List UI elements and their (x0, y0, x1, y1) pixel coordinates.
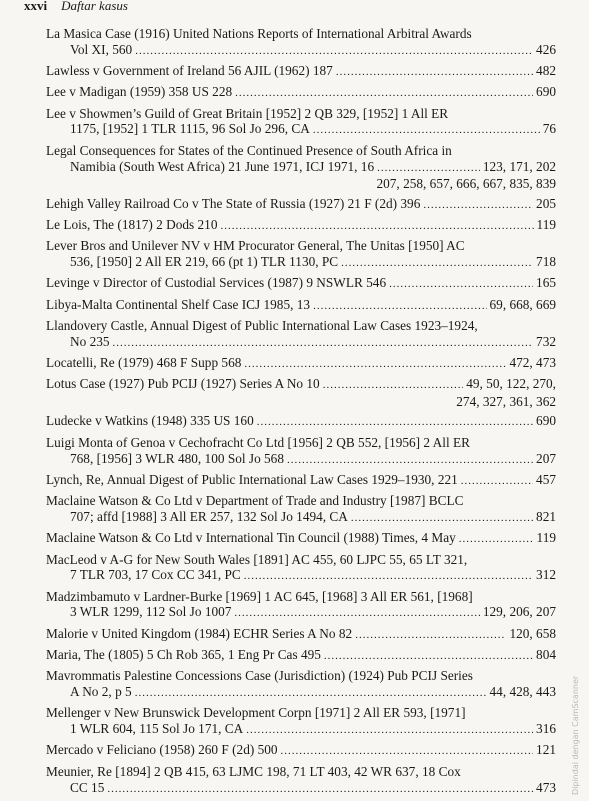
page-reference: 207 (536, 450, 556, 466)
case-citation: Mellenger v New Brunswick Development Corpn [1971] 2 All ER 593, [1971] (46, 705, 466, 721)
list-item (46, 472, 556, 490)
list-item (46, 275, 556, 293)
leader-dots (324, 649, 533, 665)
case-line (46, 604, 556, 622)
case-citation: No 235 (70, 333, 110, 349)
page-reference: 121 (536, 742, 556, 758)
list-item (46, 26, 556, 60)
list-item (46, 764, 556, 798)
case-line (46, 159, 556, 177)
leader-dots (423, 198, 533, 214)
case-citation: Malorie v United Kingdom (1984) ECHR Series A No 82 (46, 625, 353, 641)
list-item (46, 196, 556, 214)
case-line (46, 626, 556, 644)
case-line (46, 376, 556, 394)
case-line (46, 334, 556, 352)
case-citation: Lever Bros and Unilever NV v HM Procurator General, The Unitas [1950] AC (46, 238, 465, 254)
page-reference: 119 (536, 530, 556, 546)
page-reference: 205 (536, 195, 556, 211)
case-line (46, 106, 556, 122)
page-reference-continued: 207, 258, 657, 666, 667, 835, 839 (376, 176, 556, 192)
case-citation: Meunier, Re [1894] 2 QB 415, 63 LJMC 198, 71 LT 403, 42 WR 637, 18 Cox (46, 763, 461, 779)
page-reference: 718 (536, 254, 556, 270)
table-of-cases (46, 26, 556, 801)
case-citation: Maria, The (1805) 5 Ch Rob 365, 1 Eng Pr Cas 495 (46, 647, 321, 662)
list-item (46, 318, 556, 352)
case-line (46, 275, 556, 293)
leader-dots (244, 569, 533, 585)
page-reference: 316 (536, 721, 556, 737)
case-citation: Le Lois, The (1817) 2 Dods 210 (46, 216, 218, 232)
case-line (46, 143, 556, 159)
leader-dots (355, 628, 506, 644)
case-line (46, 668, 556, 684)
list-item (46, 493, 556, 527)
list-item (46, 435, 556, 469)
running-title: Daftar kasus (61, 0, 128, 12)
case-line (46, 318, 556, 334)
case-line (46, 530, 556, 548)
case-line (46, 451, 556, 469)
leader-dots (323, 378, 464, 394)
page-reference: 426 (536, 41, 556, 57)
case-line (46, 42, 556, 60)
leader-dots (459, 532, 534, 548)
page-reference: 129, 206, 207 (482, 604, 556, 620)
list-item (46, 530, 556, 548)
leader-dots (313, 299, 486, 315)
list-item (46, 589, 556, 623)
case-line (46, 63, 556, 81)
leader-dots (461, 474, 533, 490)
case-citation: 536, [1950] 2 All ER 219, 66 (pt 1) TLR 1130, PC (70, 254, 339, 270)
list-item (46, 355, 556, 373)
leader-dots (287, 453, 533, 469)
list-item (46, 217, 556, 235)
case-line (46, 84, 556, 102)
case-citation: Maclaine Watson & Co Ltd v International Tin Council (1988) Times, 4 May (46, 530, 456, 546)
case-line (46, 472, 556, 490)
list-item (46, 705, 556, 739)
page-reference: 76 (542, 121, 556, 137)
list-item (46, 297, 556, 315)
case-citation: 1 WLR 604, 115 Sol Jo 171, CA (70, 721, 244, 737)
list-item (46, 238, 556, 272)
list-item (46, 647, 556, 665)
case-citation: A No 2, p 5 (70, 684, 132, 700)
case-line (46, 764, 556, 780)
case-citation: Lee v Madigan (1959) 358 US 228 (46, 84, 233, 100)
case-citation: La Masica Case (1916) United Nations Reports of International Arbitral Awards (46, 26, 472, 41)
case-line (46, 684, 556, 702)
case-line (46, 742, 556, 760)
case-line (46, 121, 556, 139)
page-reference: 119 (536, 216, 556, 232)
page-reference: 482 (536, 63, 556, 79)
case-citation: Maclaine Watson & Co Ltd v Department of Trade and Industry [1987] BCLC (46, 493, 464, 509)
page-reference: 472, 473 (509, 355, 556, 371)
page-reference: 312 (536, 567, 556, 583)
leader-dots (135, 686, 487, 702)
case-citation: Legal Consequences for States of the Continued Presence of South Africa in (46, 142, 452, 158)
page-reference: 123, 171, 202 (482, 158, 556, 174)
case-line (46, 26, 556, 42)
list-item (46, 626, 556, 644)
page-reference: 821 (536, 508, 556, 524)
case-citation: Mavrommatis Palestine Concessions Case (Jurisdiction) (1924) Pub PCIJ Series (46, 668, 473, 684)
case-citation: Mercado v Feliciano (1958) 260 F (2d) 500 (46, 742, 278, 758)
case-line (46, 589, 556, 605)
leader-dots (377, 161, 480, 177)
case-line (46, 647, 556, 665)
page-reference: 69, 668, 669 (489, 296, 556, 312)
leader-dots (220, 219, 533, 235)
leader-dots (113, 336, 534, 352)
case-line (46, 493, 556, 509)
case-line (46, 509, 556, 527)
case-line (46, 413, 556, 431)
case-citation: Locatelli, Re (1979) 468 F Supp 568 (46, 355, 242, 371)
case-line (46, 435, 556, 451)
case-line (46, 297, 556, 315)
page-reference: 165 (536, 275, 556, 291)
case-line (46, 705, 556, 721)
leader-dots (351, 511, 533, 527)
case-citation: 7 TLR 703, 17 Cox CC 341, PC (70, 567, 241, 583)
case-citation: Luigi Monta of Genoa v Cechofracht Co Ltd [1956] 2 QB 552, [1956] 2 All ER (46, 434, 470, 450)
case-citation: Lawless v Government of Ireland 56 AJIL (1962) 187 (46, 63, 333, 79)
page-reference: 690 (536, 84, 556, 100)
list-item (46, 106, 556, 140)
case-line (46, 394, 556, 410)
list-item (46, 63, 556, 81)
case-citation: Libya-Malta Continental Shelf Case ICJ 1985, 13 (46, 296, 311, 312)
page-reference: 457 (536, 471, 556, 487)
case-line (46, 176, 556, 192)
list-item (46, 376, 556, 410)
case-citation: Llandovery Castle, Annual Digest of Public International Law Cases 1923–1924, (46, 317, 478, 333)
list-item (46, 143, 556, 192)
leader-dots (235, 86, 533, 102)
case-line (46, 780, 556, 798)
page-reference: 49, 50, 122, 270, (466, 376, 556, 392)
case-citation: Lee v Showmen’s Guild of Great Britain [1952] 2 QB 329, [1952] 1 All ER (46, 105, 449, 121)
case-citation: Levinge v Director of Custodial Services (1987) 9 NSWLR 546 (46, 275, 387, 291)
list-item (46, 668, 556, 702)
list-item (46, 84, 556, 102)
list-item (46, 413, 556, 431)
page-reference: 690 (536, 413, 556, 429)
leader-dots (389, 277, 533, 293)
leader-dots (336, 65, 533, 81)
page-reference-continued: 274, 327, 361, 362 (456, 394, 556, 410)
leader-dots (135, 44, 533, 60)
leader-dots (281, 744, 534, 760)
case-citation: Lynch, Re, Annual Digest of Public International Law Cases 1929–1930, 221 (46, 471, 458, 487)
case-citation: 768, [1956] 3 WLR 480, 100 Sol Jo 568 (70, 450, 284, 466)
case-citation: 1175, [1952] 1 TLR 1115, 96 Sol Jo 296, CA (70, 121, 310, 137)
case-citation: Lehigh Valley Railroad Co v The State of Russia (1927) 21 F (2d) 396 (46, 195, 421, 211)
leader-dots (246, 723, 533, 739)
page-reference: 120, 658 (509, 625, 556, 641)
list-item (46, 742, 556, 760)
page-reference: 473 (536, 779, 556, 795)
case-citation: Namibia (South West Africa) 21 June 1971, ICJ 1971, 16 (70, 158, 375, 174)
page-header (24, 0, 128, 12)
case-citation: Vol XI, 560 (70, 41, 133, 57)
page-reference: 732 (536, 333, 556, 349)
leader-dots (341, 256, 533, 272)
case-citation: CC 15 (70, 779, 105, 795)
case-line (46, 567, 556, 585)
scanner-watermark: Dipindai dengan CamScanner (571, 675, 580, 795)
leader-dots (244, 357, 506, 373)
case-citation: Ludecke v Watkins (1948) 335 US 160 (46, 413, 254, 429)
leader-dots (313, 123, 540, 139)
case-citation: Madzimbamuto v Lardner-Burke [1969] 1 AC 645, [1968] 3 All ER 561, [1968] (46, 588, 473, 604)
case-line (46, 552, 556, 568)
case-line (46, 196, 556, 214)
case-line (46, 217, 556, 235)
list-item (46, 552, 556, 586)
case-citation: 707; affd [1988] 3 All ER 257, 132 Sol Jo 1494, CA (70, 508, 348, 524)
case-line (46, 254, 556, 272)
leader-dots (234, 606, 479, 622)
page-reference: 804 (536, 647, 556, 662)
case-line (46, 355, 556, 373)
case-citation: 3 WLR 1299, 112 Sol Jo 1007 (70, 604, 232, 620)
case-line (46, 721, 556, 739)
page-reference: 44, 428, 443 (489, 684, 556, 700)
case-line (46, 238, 556, 254)
leader-dots (257, 415, 533, 431)
case-citation: MacLeod v A-G for New South Wales [1891] AC 455, 60 LJPC 55, 65 LT 321, (46, 551, 468, 567)
leader-dots (107, 782, 533, 798)
page-number: xxvi (24, 0, 48, 12)
case-citation: Lotus Case (1927) Pub PCIJ (1927) Series A No 10 (46, 376, 320, 392)
